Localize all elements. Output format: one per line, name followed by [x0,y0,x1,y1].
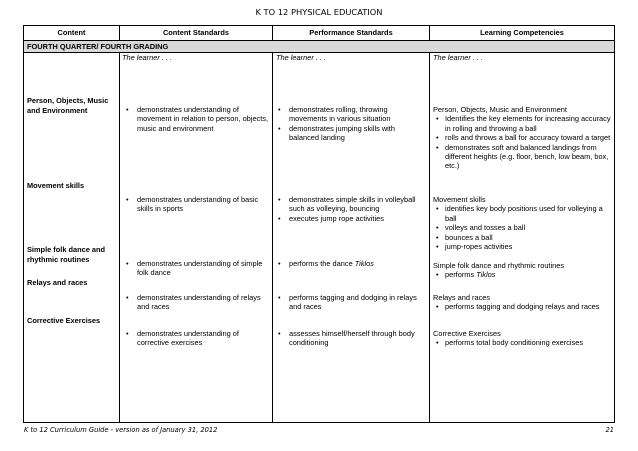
performance-standard-block [276,259,426,268]
column-divider [429,26,430,41]
content-title: Relays and races [27,278,88,287]
competency-block [433,105,611,171]
competency-heading: Person, Objects, Music and Environment [433,105,567,114]
list-item: • volleys and tosses a ball [433,223,611,232]
list-item: • performs tagging and dodging in relays and races [276,293,426,312]
competency-block [433,329,611,348]
list-item: • rolls and throws a ball for accuracy toward a target [433,133,611,142]
list-item: • Identifies the key elements for increasing accuracy in rolling and throwing a ball [433,114,611,133]
competency-heading: Relays and races [433,293,491,302]
content-title: Simple folk dance and rhythmic routines [27,245,106,264]
list-item: • jump-ropes activities [433,242,611,251]
list-item: • demonstrates understanding of movement in relation to person, objects, music and environment [124,105,270,133]
curriculum-table [23,25,615,423]
learner-label: The learner . . . [276,53,327,62]
content-standard-block [124,259,270,278]
list-item: • demonstrates jumping skills with balanced landing [276,124,426,143]
column-divider [119,26,120,41]
competency-heading: Simple folk dance and rhythmic routines [433,261,565,270]
content-standard-block [124,195,270,214]
list-item: • demonstrates understanding of basic skills in sports [124,195,270,214]
learner-label: The learner . . . [433,53,484,62]
quarter-label: FOURTH QUARTER/ FOURTH GRADING [27,42,169,51]
list-item: • performs total body conditioning exercises [433,338,611,347]
performance-standard-block [276,195,426,223]
list-item: • identifies key body positions used for volleying a ball [433,204,611,223]
content-standard-block [124,105,270,133]
page-title: K TO 12 PHYSICAL EDUCATION [255,7,383,17]
performance-standard-block [276,105,426,143]
list-item: • demonstrates understanding of relays and races [124,293,270,312]
header-content-standards: Content Standards [162,28,230,37]
competency-text: performs [445,270,477,280]
list-item: • demonstrates understanding of corrective exercises [124,329,270,348]
content-standard-block [124,329,270,348]
footer-version: K to 12 Curriculum Guide - version as of January 31, 2012 [24,426,218,434]
competency-block [433,195,611,251]
competency-block [433,293,611,312]
list-item: • demonstrates soft and balanced landings from different heights (e.g. floor, bench, low beam, box, etc.) [433,143,611,171]
list-item: • demonstrates understanding of simple folk dance [124,259,270,278]
content-title: Person, Objects, Music and Environment [27,96,109,115]
quarter-band [24,41,614,53]
list-item: • executes jump rope activities [276,214,426,223]
content-title: Corrective Exercises [27,316,101,325]
header-content: Content [57,28,86,37]
list-item: • bounces a ball [433,233,611,242]
list-item: • assesses himself/herself through body conditioning [276,329,426,348]
column-divider [272,26,273,41]
column-divider [119,52,120,422]
competency-heading: Movement skills [433,195,486,204]
page-number: 21 [605,426,614,434]
content-title: Movement skills [27,181,85,190]
dance-name: Tiklos [476,270,496,280]
dance-name: Tiklos [354,259,374,268]
list-item: • demonstrates rolling, throwing movements in various situation [276,105,426,124]
performance-text: performs the dance [289,259,355,268]
performance-standard-block [276,329,426,348]
list-item [433,270,611,279]
column-divider [272,52,273,422]
header-learning-competencies: Learning Competencies [480,28,564,37]
list-item: • demonstrates simple skills in volleyball such as volleying, bouncing [276,195,426,214]
competency-heading: Corrective Exercises [433,329,501,338]
competency-block [433,261,611,280]
content-standard-block [124,293,270,312]
list-item [276,259,426,268]
table-header-row [24,26,614,41]
performance-standard-block [276,293,426,312]
column-divider [429,52,430,422]
header-performance-standards: Performance Standards [309,28,393,37]
learner-label: The learner . . . [122,53,173,62]
list-item: • performs tagging and dodging relays and races [433,302,611,311]
